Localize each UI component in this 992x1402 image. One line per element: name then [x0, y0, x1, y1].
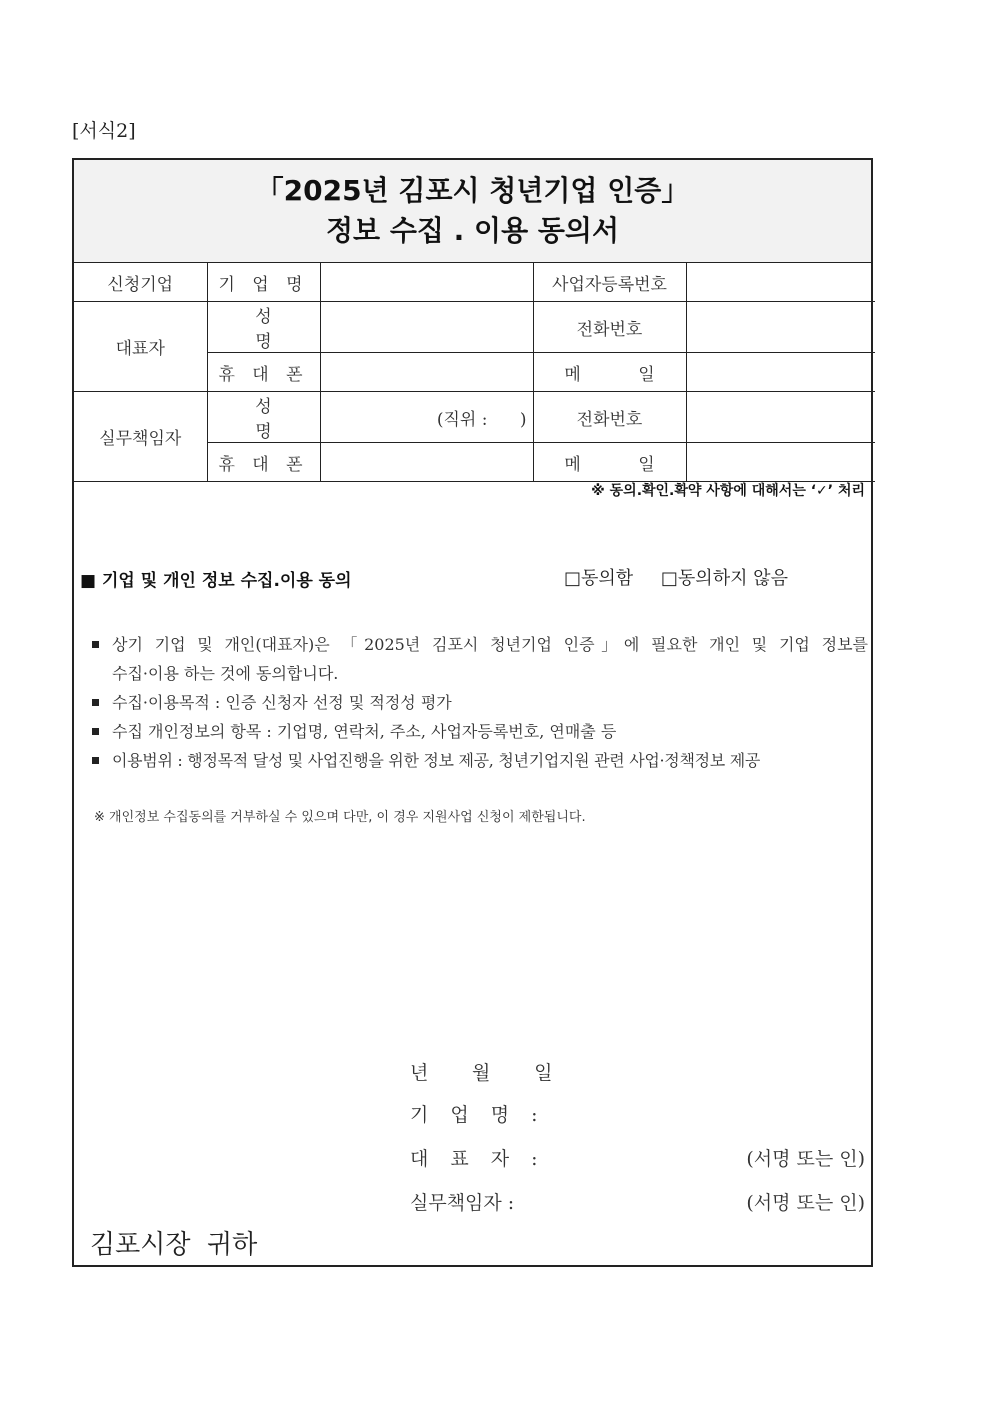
agree-checkbox[interactable]: □동의함 — [564, 568, 634, 589]
ceo-phone-label: 전화번호 — [533, 302, 686, 353]
manager-label: 실무책임자 — [74, 392, 207, 482]
table-row — [74, 392, 875, 443]
manager-signature[interactable]: (서명 또는 인) — [746, 1192, 865, 1214]
ceo-mobile-label: 휴 대 폰 — [207, 353, 320, 392]
day-label: 일 — [534, 1062, 553, 1084]
section-title: ■ 기업 및 개인 정보 수집.이용 동의 — [80, 571, 352, 591]
refusal-notice: ※ 개인정보 수집동의를 거부하실 수 있으며 다만, 이 경우 지원사업 신청이 제한됩니다. — [94, 810, 586, 825]
form-number-label: [서식2] — [72, 120, 136, 142]
table-row — [74, 263, 875, 302]
list-item: 수집·이용목적 : 인증 신청자 선정 및 적정성 평가 — [88, 688, 868, 717]
consent-details — [88, 630, 868, 775]
addressee: 김포시장 귀하 — [90, 1230, 258, 1260]
company-name-label: 기 업 명 — [207, 263, 320, 302]
manager-phone-field[interactable] — [686, 392, 875, 443]
manager-mobile-field[interactable] — [320, 443, 533, 482]
manager-phone-label: 전화번호 — [533, 392, 686, 443]
ceo-mobile-field[interactable] — [320, 353, 533, 392]
month-label: 월 — [472, 1062, 491, 1084]
consent-form — [72, 158, 873, 1267]
manager-email-field[interactable] — [686, 443, 875, 482]
ceo-name-field[interactable] — [320, 302, 533, 353]
list-item: 이용범위 : 행정목적 달성 및 사업진행을 위한 정보 제공, 청년기업지원 관련 사업·정책정보 제공 — [88, 746, 868, 775]
business-reg-no-field[interactable] — [686, 263, 875, 302]
ceo-signature[interactable]: (서명 또는 인) — [746, 1148, 865, 1170]
position-label: (직위 : ) — [436, 409, 527, 430]
form-title-line1: 「2025년 김포시 청년기업 인증」 — [255, 174, 690, 207]
manager-mobile-label: 휴 대 폰 — [207, 443, 320, 482]
list-item: 수집 개인정보의 항목 : 기업명, 연락처, 주소, 사업자등록번호, 연매출 등 — [88, 717, 868, 746]
year-label: 년 — [410, 1062, 429, 1084]
ceo-label: 대표자 — [74, 302, 207, 392]
form-title-line2: 정보 수집 . 이용 동의서 — [325, 214, 620, 247]
ceo-phone-field[interactable] — [686, 302, 875, 353]
list-item: 상기 기업 및 개인(대표자)은 「2025년 김포시 청년기업 인증」에 필요한 개인 및 기업 정보를 — [88, 630, 868, 659]
manager-sign-label: 실무책임자 : — [410, 1192, 515, 1214]
ceo-email-field[interactable] — [686, 353, 875, 392]
business-reg-no-label: 사업자등록번호 — [533, 263, 686, 302]
check-instruction: ※ 동의.확인.확약 사항에 대해서는 ‘✓’ 처리 — [591, 483, 865, 499]
ceo-email-label: 메 일 — [533, 353, 686, 392]
manager-email-label: 메 일 — [533, 443, 686, 482]
manager-name-field[interactable] — [320, 392, 533, 443]
company-sign-label: 기 업 명 : — [410, 1104, 546, 1126]
ceo-sign-label: 대 표 자 : — [410, 1148, 546, 1170]
date-row — [410, 1058, 865, 1085]
applicant-info-table — [74, 263, 875, 482]
ceo-name-label: 성 명 — [207, 302, 320, 353]
table-row — [74, 302, 875, 353]
company-name-field[interactable] — [320, 263, 533, 302]
disagree-checkbox[interactable]: □동의하지 않음 — [660, 568, 788, 589]
list-item-continuation: 수집·이용 하는 것에 동의합니다. — [112, 664, 339, 683]
applicant-label: 신청기업 — [74, 263, 207, 302]
consent-options — [564, 564, 810, 590]
form-title — [74, 160, 871, 263]
manager-name-label: 성 명 — [207, 392, 320, 443]
